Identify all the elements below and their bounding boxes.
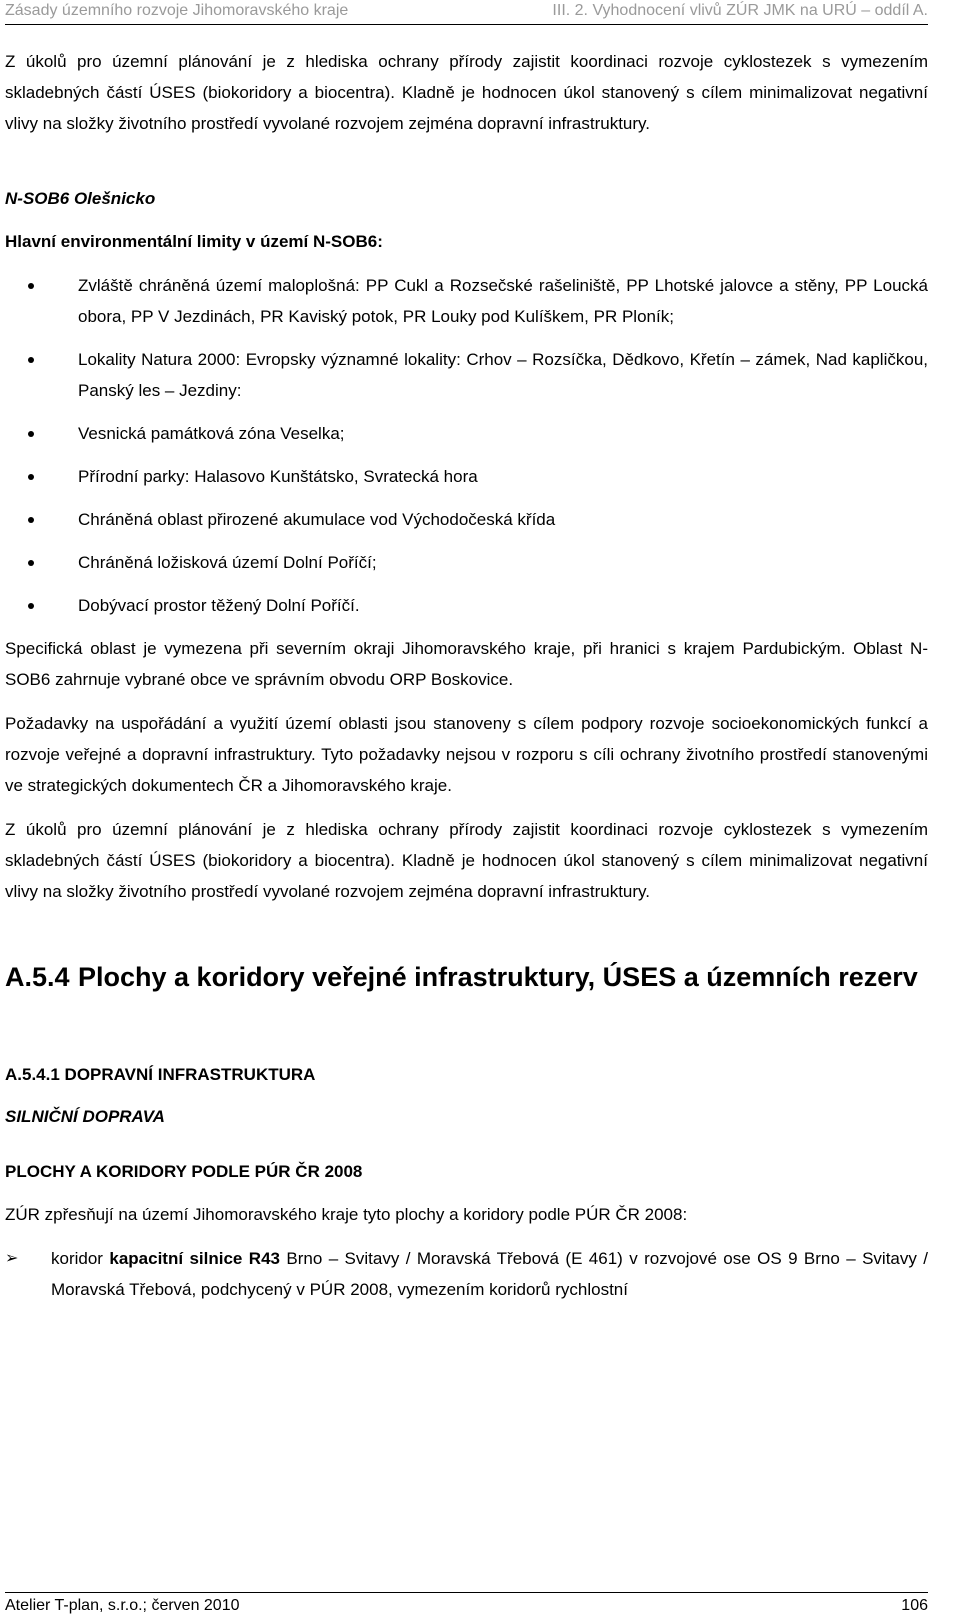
bullet-icon — [28, 560, 34, 566]
subchapter-title: DOPRAVNÍ INFRASTRUKTURA — [64, 1065, 316, 1084]
list-item: Přírodní parky: Halasovo Kunštátsko, Svratecká hora — [5, 461, 928, 492]
list-item: Chráněná ložisková území Dolní Poříčí; — [5, 547, 928, 578]
corridor-list — [5, 1243, 928, 1305]
paragraph: Specifická oblast je vymezena při severním okraji Jihomoravského kraje, při hranici s krajem Pardubickým. Oblast N-SOB6 zahrnuje vybrané obce ve správním obvodu ORP Boskovice. — [5, 639, 928, 689]
chapter-number: A.5.4 — [5, 962, 70, 992]
list-item: Dobývací prostor těžený Dolní Poříčí. — [5, 590, 928, 621]
list-item: ➢ koridor kapacitní silnice R43 Brno – Svitavy / Moravská Třebová (E 461) v rozvojové ose OS 9 Brno – Svitavy / Moravská Třebová, podchycený v PÚR 2008, vymezením koridorů rychlostní — [5, 1243, 928, 1305]
bullet-icon — [28, 431, 34, 437]
corridor-name: kapacitní silnice R43 — [109, 1249, 280, 1268]
list-item: Vesnická památková zóna Veselka; — [5, 418, 928, 449]
subchapter-heading — [5, 1059, 928, 1090]
list-item: Zvláště chráněná území maloplošná: PP Cukl a Rozsečské rašeliniště, PP Lhotské jalovce a stěny, PP Loucká obora, PP V Jezdinách, PR Kaviský potok, PR Louky pod Kulíškem, PR Ploník; — [5, 270, 928, 332]
subchapter-number: A.5.4.1 — [5, 1065, 60, 1084]
intro-paragraph: Z úkolů pro územní plánování je z hlediska ochrany přírody zajistit koordinaci rozvoje cyklostezek s vymezením skladebných částí ÚSES (biokoridory a biocentra). Kladně je hodnocen úkol stanovený s cílem minimalizovat negativní vlivy na složky životního prostředí vyvolané rozvojem zejména dopravní infrastruktury. — [5, 52, 928, 133]
page-number: 106 — [901, 1597, 928, 1614]
limits-list — [5, 270, 928, 621]
bullet-icon — [28, 357, 34, 363]
chapter-title: Plochy a koridory veřejné infrastruktury, ÚSES a územních rezerv — [78, 962, 918, 992]
bullet-icon — [28, 474, 34, 480]
list-item: Chráněná oblast přirozené akumulace vod Východočeská křída — [5, 504, 928, 535]
section-title: N-SOB6 Olešnicko — [5, 189, 156, 208]
list-item: Lokality Natura 2000: Evropsky významné lokality: Crhov – Rozsíčka, Dědkovo, Křetín – zámek, Nad kapličkou, Panský les – Jezdiny: — [5, 344, 928, 406]
header-section: III. 2. Vyhodnocení vlivů ZÚR JMK na URÚ – oddíl A. — [552, 2, 928, 19]
chapter-heading — [5, 955, 928, 999]
subsection-title: SILNIČNÍ DOPRAVA — [5, 1107, 165, 1126]
zur-intro: ZÚR zpřesňují na území Jihomoravského kraje tyto plochy a koridory podle PÚR ČR 2008: — [5, 1205, 688, 1224]
paragraph: Požadavky na uspořádání a využití území oblasti jsou stanoveny s cílem podpory rozvoje socioekonomických funkcí a rozvoje veřejné a dopravní infrastruktury. Tyto požadavky nejsou v rozporu s cíli ochrany životního prostředí stanovenými ve strategických dokumentech ČR a Jihomoravského kraje. — [5, 714, 928, 795]
header-rule — [5, 24, 928, 25]
bullet-icon — [28, 283, 34, 289]
footer-author: Atelier T-plan, s.r.o.; červen 2010 — [5, 1597, 240, 1614]
header-title: Zásady územního rozvoje Jihomoravského kraje — [5, 2, 349, 19]
paragraph: Z úkolů pro územní plánování je z hlediska ochrany přírody zajistit koordinaci rozvoje cyklostezek s vymezením skladebných částí ÚSES (biokoridory a biocentra). Kladně je hodnocen úkol stanovený s cílem minimalizovat negativní vlivy na složky životního prostředí vyvolané rozvojem zejména dopravní infrastruktury. — [5, 820, 928, 901]
bullet-icon — [28, 603, 34, 609]
limits-heading: Hlavní environmentální limity v území N-SOB6: — [5, 232, 383, 251]
page-content — [5, 46, 928, 1305]
subsubsection-title: PLOCHY A KORIDORY PODLE PÚR ČR 2008 — [5, 1162, 363, 1181]
footer-rule — [5, 1592, 928, 1593]
bullet-icon — [28, 517, 34, 523]
arrow-bullet-icon: ➢ — [5, 1250, 19, 1267]
